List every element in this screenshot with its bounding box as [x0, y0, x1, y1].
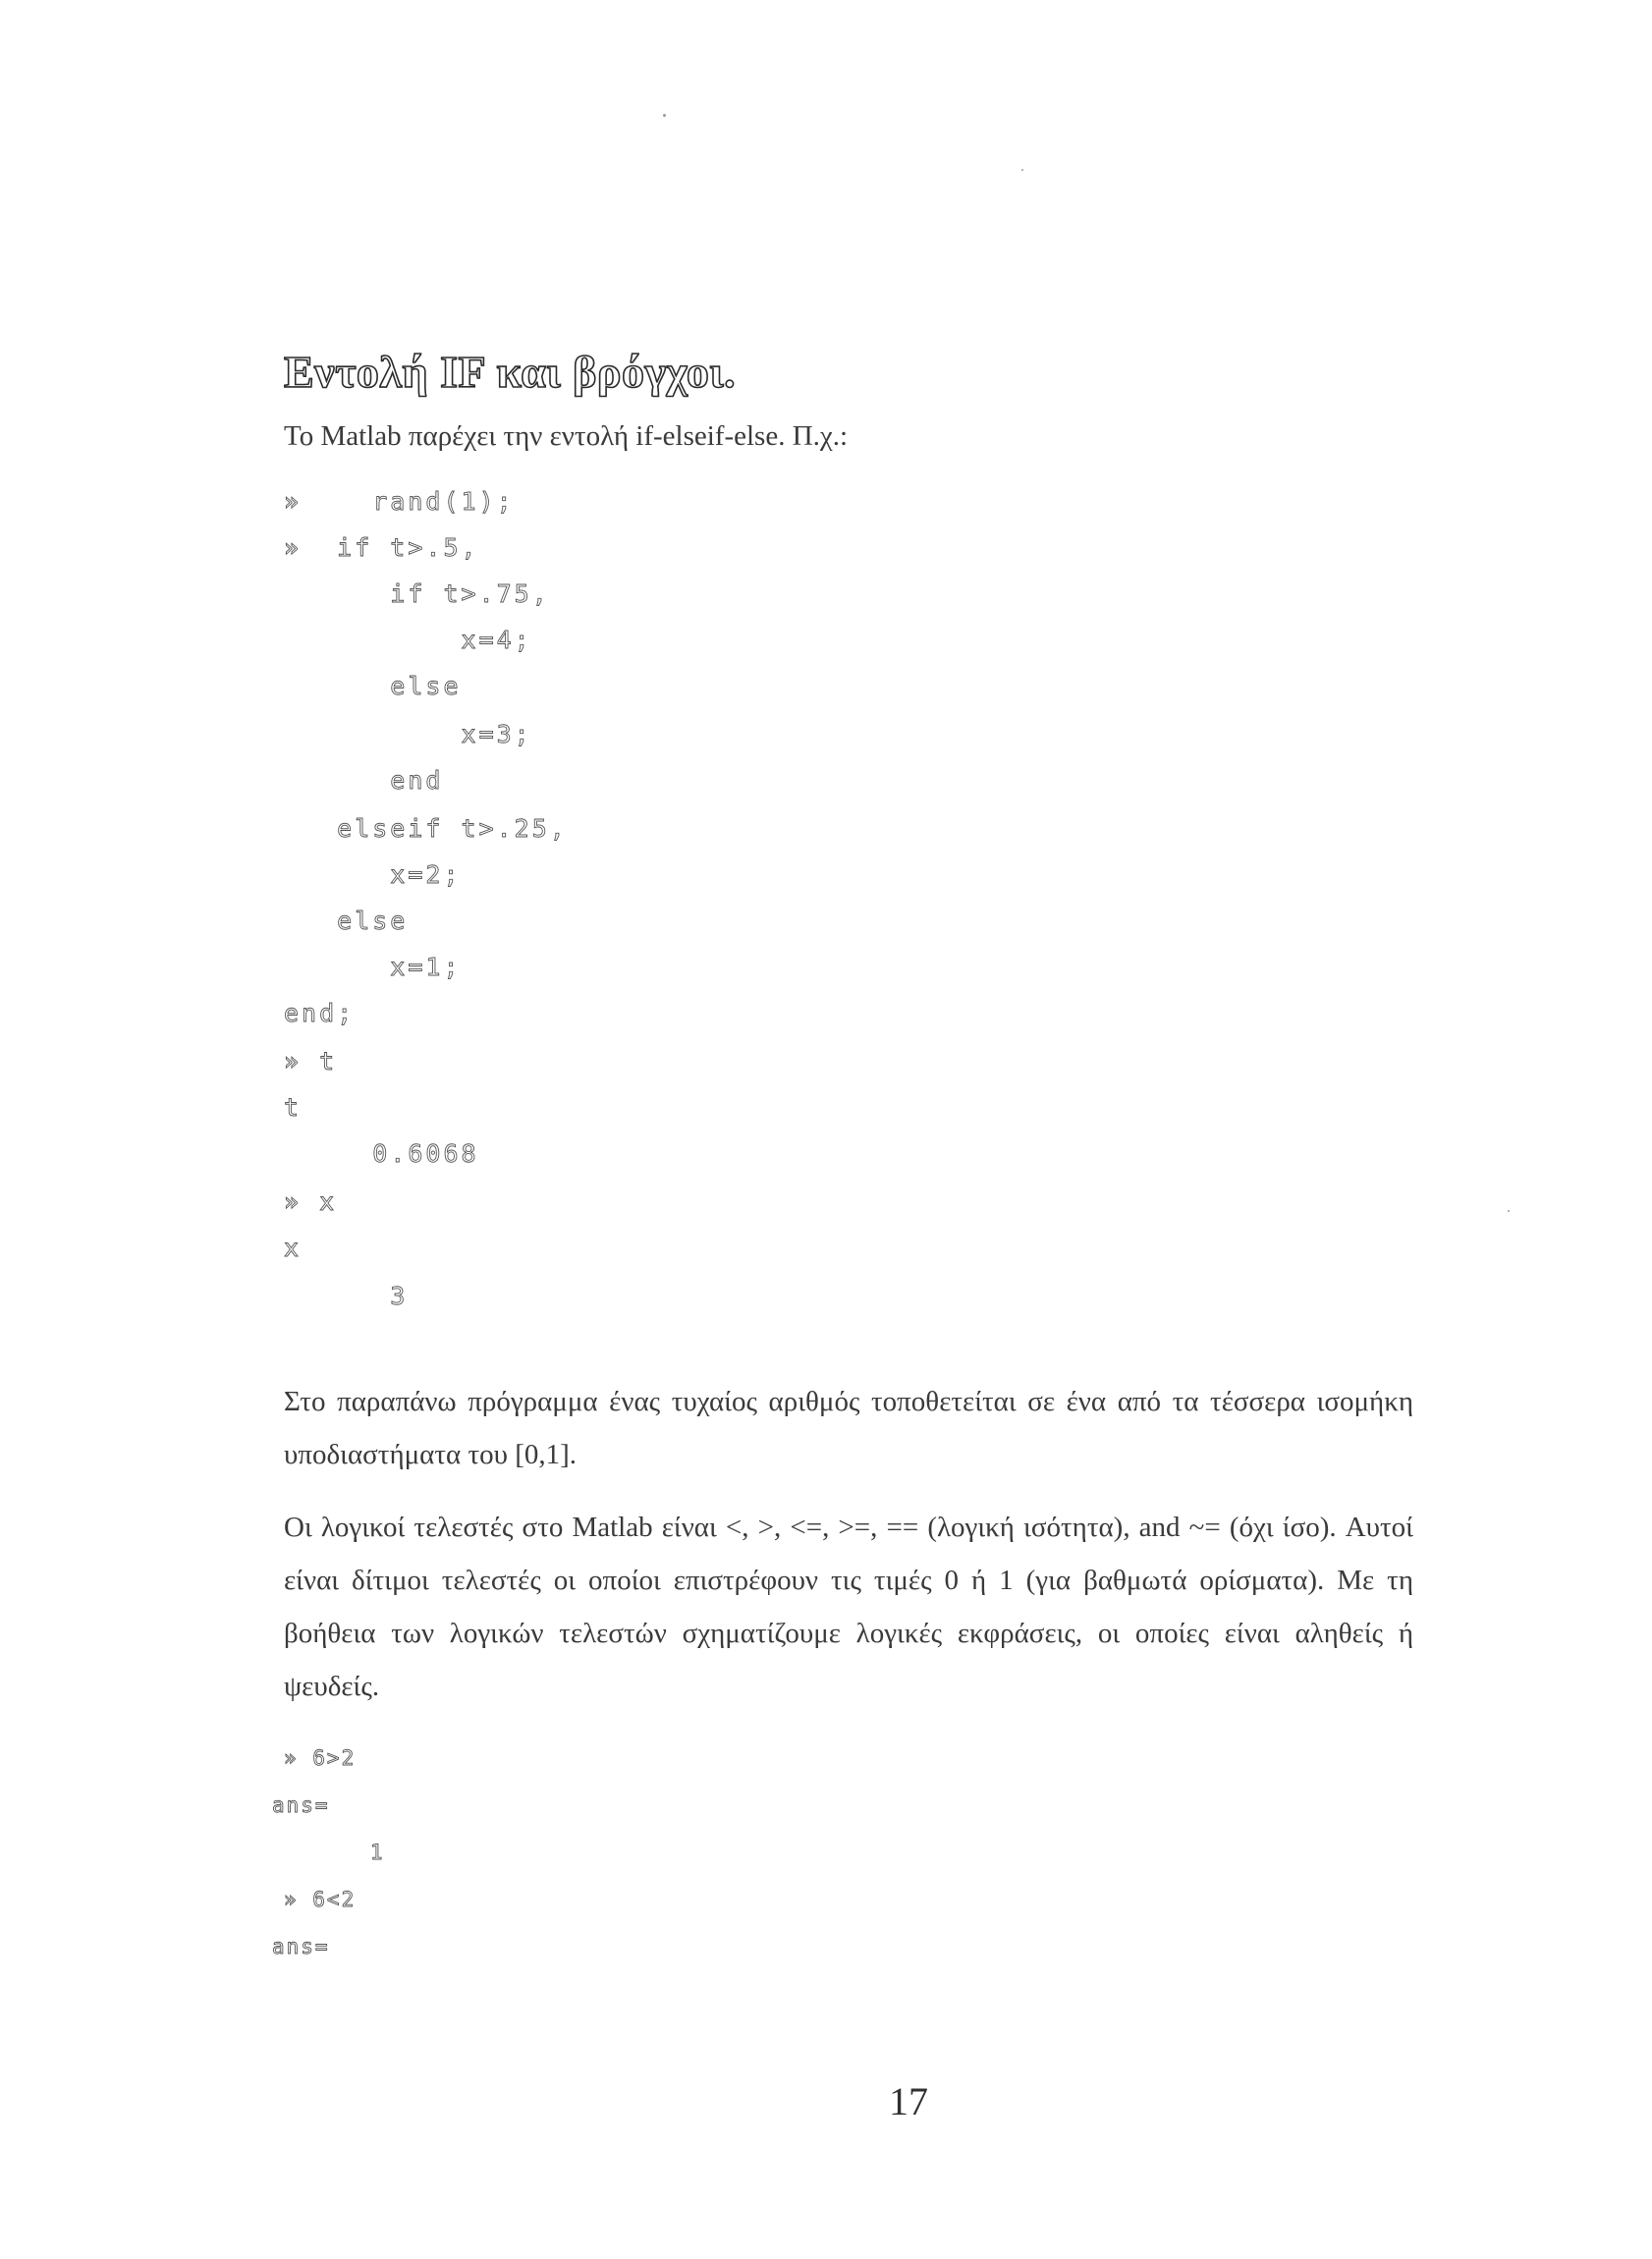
scan-speck — [1021, 169, 1023, 171]
code-line: » if t>.5, — [284, 533, 479, 562]
explanation-paragraph: Στο παραπάνω πρόγραμμα ένας τυχαίος αριθμός τοποθετείται σε ένα από τα τέσσερα ισομήκη υποδιαστήματα του [0,1]. — [284, 1386, 1413, 1470]
code-line: 3 — [284, 1282, 409, 1310]
code-line: else — [284, 672, 462, 700]
code-line: » x — [284, 1187, 338, 1216]
code-line: if t>.75, — [284, 579, 550, 608]
code-line: x=4; — [284, 626, 532, 654]
code-line: elseif t>.25, — [284, 814, 568, 843]
code-line: » 6<2 — [284, 1888, 357, 1911]
code-line: ans= — [272, 1793, 330, 1817]
code-line: ans= — [272, 1935, 330, 1958]
code-line: x=2; — [284, 860, 462, 889]
scan-speck — [1508, 1210, 1510, 1212]
section-heading: Εντολή IF και βρόγχοι. — [284, 347, 737, 397]
code-line: x — [284, 1234, 303, 1262]
code-line: » t — [284, 1047, 338, 1075]
code-line: end — [284, 766, 444, 795]
code-line: » 6>2 — [284, 1746, 357, 1770]
code-line: 0.6068 — [284, 1139, 479, 1168]
code-line: x=1; — [284, 953, 462, 981]
code-line: else — [284, 907, 409, 935]
code-line: x=3; — [284, 720, 532, 748]
intro-text: Το Matlab παρέχει την εντολή if-elseif-else. Π.χ.: — [284, 420, 849, 452]
code-line: end; — [284, 999, 356, 1027]
logical-operators-paragraph: Οι λογικοί τελεστές στο Matlab είναι <, >, <=, >=, == (λογική ισότητα), and ~= (όχι ίσο). Αυτοί είναι δίτιμοι τελεστές οι οποίοι επιστρέφουν τις τιμές 0 ή 1 (για βαθμωτά ορίσματα). Με τη βοήθεια των λογικών τελεστών σχηματίζουμε λογικές εκφράσεις, οι οποίες είναι αληθείς ή ψευδείς. — [284, 1512, 1413, 1702]
code-line: t — [284, 1093, 303, 1122]
code-line: 1 — [284, 1841, 385, 1864]
scan-speck — [663, 114, 666, 117]
code-line: » rand(1); — [284, 487, 515, 516]
page-number: 17 — [889, 2079, 928, 2123]
